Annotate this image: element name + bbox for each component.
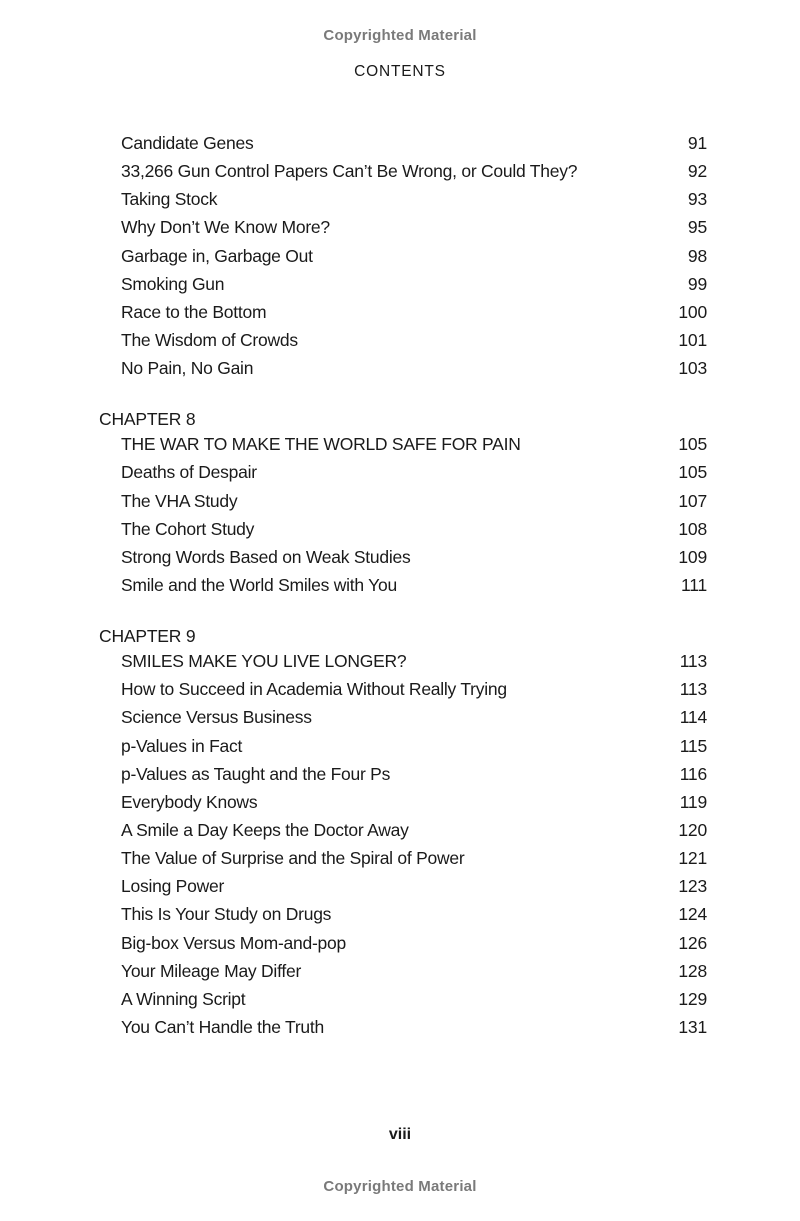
- toc-section-continued: [0, 129, 800, 382]
- toc-entry-page-number: 98: [687, 245, 707, 266]
- toc-entry-page-number: 111: [680, 574, 707, 595]
- toc-entry: [0, 430, 800, 458]
- toc-entry-title: You Can’t Handle the Truth: [121, 1016, 324, 1037]
- copyright-watermark-bottom: Copyrighted Material: [323, 1178, 477, 1195]
- toc-entry: [0, 900, 800, 928]
- toc-entry: [0, 543, 800, 571]
- toc-entry-page-number: 113: [679, 679, 707, 700]
- toc-entry-title: No Pain, No Gain: [121, 358, 254, 379]
- toc-entry-title: Why Don’t We Know More?: [121, 217, 330, 238]
- toc-entry-page-number: 128: [678, 960, 707, 981]
- toc-entry-title: The VHA Study: [121, 490, 238, 511]
- toc-entry: [0, 675, 800, 703]
- toc-entry-page-number: 99: [687, 273, 707, 294]
- toc-entry-page-number: 120: [678, 819, 707, 840]
- toc-entry-title: Smoking Gun: [121, 273, 225, 294]
- toc-entry-page-number: 105: [678, 462, 707, 483]
- chapter-block: [0, 625, 800, 1041]
- toc-entry-title: Your Mileage May Differ: [121, 960, 302, 981]
- toc-entry-page-number: 131: [678, 1016, 707, 1037]
- toc-entry-title: Strong Words Based on Weak Studies: [121, 546, 411, 567]
- toc-entry: [0, 242, 800, 270]
- toc-entry: [0, 129, 800, 157]
- toc-entry-title: How to Succeed in Academia Without Really Trying: [121, 679, 507, 700]
- toc-entry: [0, 816, 800, 844]
- page-number: viii: [388, 1126, 412, 1143]
- toc-entry: [0, 515, 800, 543]
- toc-entry: [0, 571, 800, 599]
- toc-entry-page-number: 114: [679, 707, 707, 728]
- toc-entry: [0, 1013, 800, 1041]
- toc-entry: [0, 458, 800, 486]
- toc-entry-title: Garbage in, Garbage Out: [121, 245, 313, 266]
- toc-entry-title: Smile and the World Smiles with You: [121, 574, 397, 595]
- toc-entry: [0, 985, 800, 1013]
- toc-entry-page-number: 124: [678, 904, 707, 925]
- toc-entry-title: SMILES MAKE YOU LIVE LONGER?: [121, 651, 407, 672]
- toc-entry-page-number: 113: [679, 651, 707, 672]
- toc-entry-title: The Cohort Study: [121, 518, 255, 539]
- toc-entry: [0, 213, 800, 241]
- toc-entry-title: Big-box Versus Mom-and-pop: [121, 932, 346, 953]
- toc-entry-title: 33,266 Gun Control Papers Can’t Be Wrong, or Could They?: [121, 161, 578, 182]
- toc-entry: [0, 647, 800, 675]
- copyright-watermark-top: Copyrighted Material: [323, 27, 477, 44]
- toc-entry: [0, 487, 800, 515]
- toc-entry-title: p-Values as Taught and the Four Ps: [121, 763, 391, 784]
- toc-entry-page-number: 129: [678, 988, 707, 1009]
- toc-entry-title: Candidate Genes: [121, 133, 254, 153]
- toc-entry-page-number: 92: [687, 161, 707, 182]
- toc-entry-title: Race to the Bottom: [121, 301, 267, 322]
- toc-entry: [0, 185, 800, 213]
- toc-entry-page-number: 91: [687, 133, 707, 153]
- toc-entry-title: This Is Your Study on Drugs: [121, 904, 332, 925]
- toc-entry-page-number: 109: [678, 546, 707, 567]
- toc-entry: [0, 326, 800, 354]
- toc-entry-page-number: 126: [678, 932, 707, 953]
- toc-entry-title: THE WAR TO MAKE THE WORLD SAFE FOR PAIN: [121, 434, 521, 455]
- toc-entry-page-number: 100: [678, 301, 707, 322]
- toc-entry-title: Taking Stock: [121, 189, 218, 210]
- chapter-label: CHAPTER 9: [99, 626, 196, 647]
- toc-entry-page-number: 119: [679, 791, 707, 812]
- toc-entry-page-number: 105: [678, 434, 707, 455]
- toc-entry-page-number: 101: [678, 329, 707, 350]
- toc-entry: [0, 872, 800, 900]
- chapter-block: [0, 408, 800, 599]
- table-of-contents: [0, 129, 800, 1041]
- toc-entry-page-number: 93: [687, 189, 707, 210]
- toc-entry-page-number: 107: [678, 490, 707, 511]
- toc-entry: [0, 354, 800, 382]
- toc-entry-page-number: 121: [678, 848, 707, 869]
- toc-entry: [0, 844, 800, 872]
- toc-entry: [0, 929, 800, 957]
- toc-entry: [0, 270, 800, 298]
- toc-entry-page-number: 123: [678, 876, 707, 897]
- toc-entry-title: Deaths of Despair: [121, 462, 257, 483]
- toc-entry: [0, 957, 800, 985]
- toc-entry: [0, 157, 800, 185]
- toc-entry-page-number: 108: [678, 518, 707, 539]
- toc-entry-title: The Value of Surprise and the Spiral of Power: [121, 848, 465, 869]
- toc-entry: [0, 788, 800, 816]
- toc-entry-title: Science Versus Business: [121, 707, 312, 728]
- toc-entry: [0, 760, 800, 788]
- toc-entry-title: The Wisdom of Crowds: [121, 329, 298, 350]
- toc-entry: [0, 298, 800, 326]
- running-head: CONTENTS: [354, 63, 446, 80]
- toc-entry: [0, 703, 800, 731]
- toc-entry-title: Losing Power: [121, 876, 225, 897]
- toc-entry-title: A Smile a Day Keeps the Doctor Away: [121, 819, 409, 840]
- toc-entry-title: Everybody Knows: [121, 791, 258, 812]
- toc-entry-title: A Winning Script: [121, 988, 246, 1009]
- toc-entry-page-number: 115: [679, 735, 707, 756]
- chapter-label: CHAPTER 8: [99, 409, 196, 430]
- toc-entry-page-number: 103: [678, 358, 707, 379]
- toc-entry-page-number: 95: [687, 217, 707, 238]
- toc-entry-page-number: 116: [679, 763, 707, 784]
- toc-entry: [0, 732, 800, 760]
- toc-chapters: [0, 408, 800, 1041]
- toc-entry-title: p-Values in Fact: [121, 735, 243, 756]
